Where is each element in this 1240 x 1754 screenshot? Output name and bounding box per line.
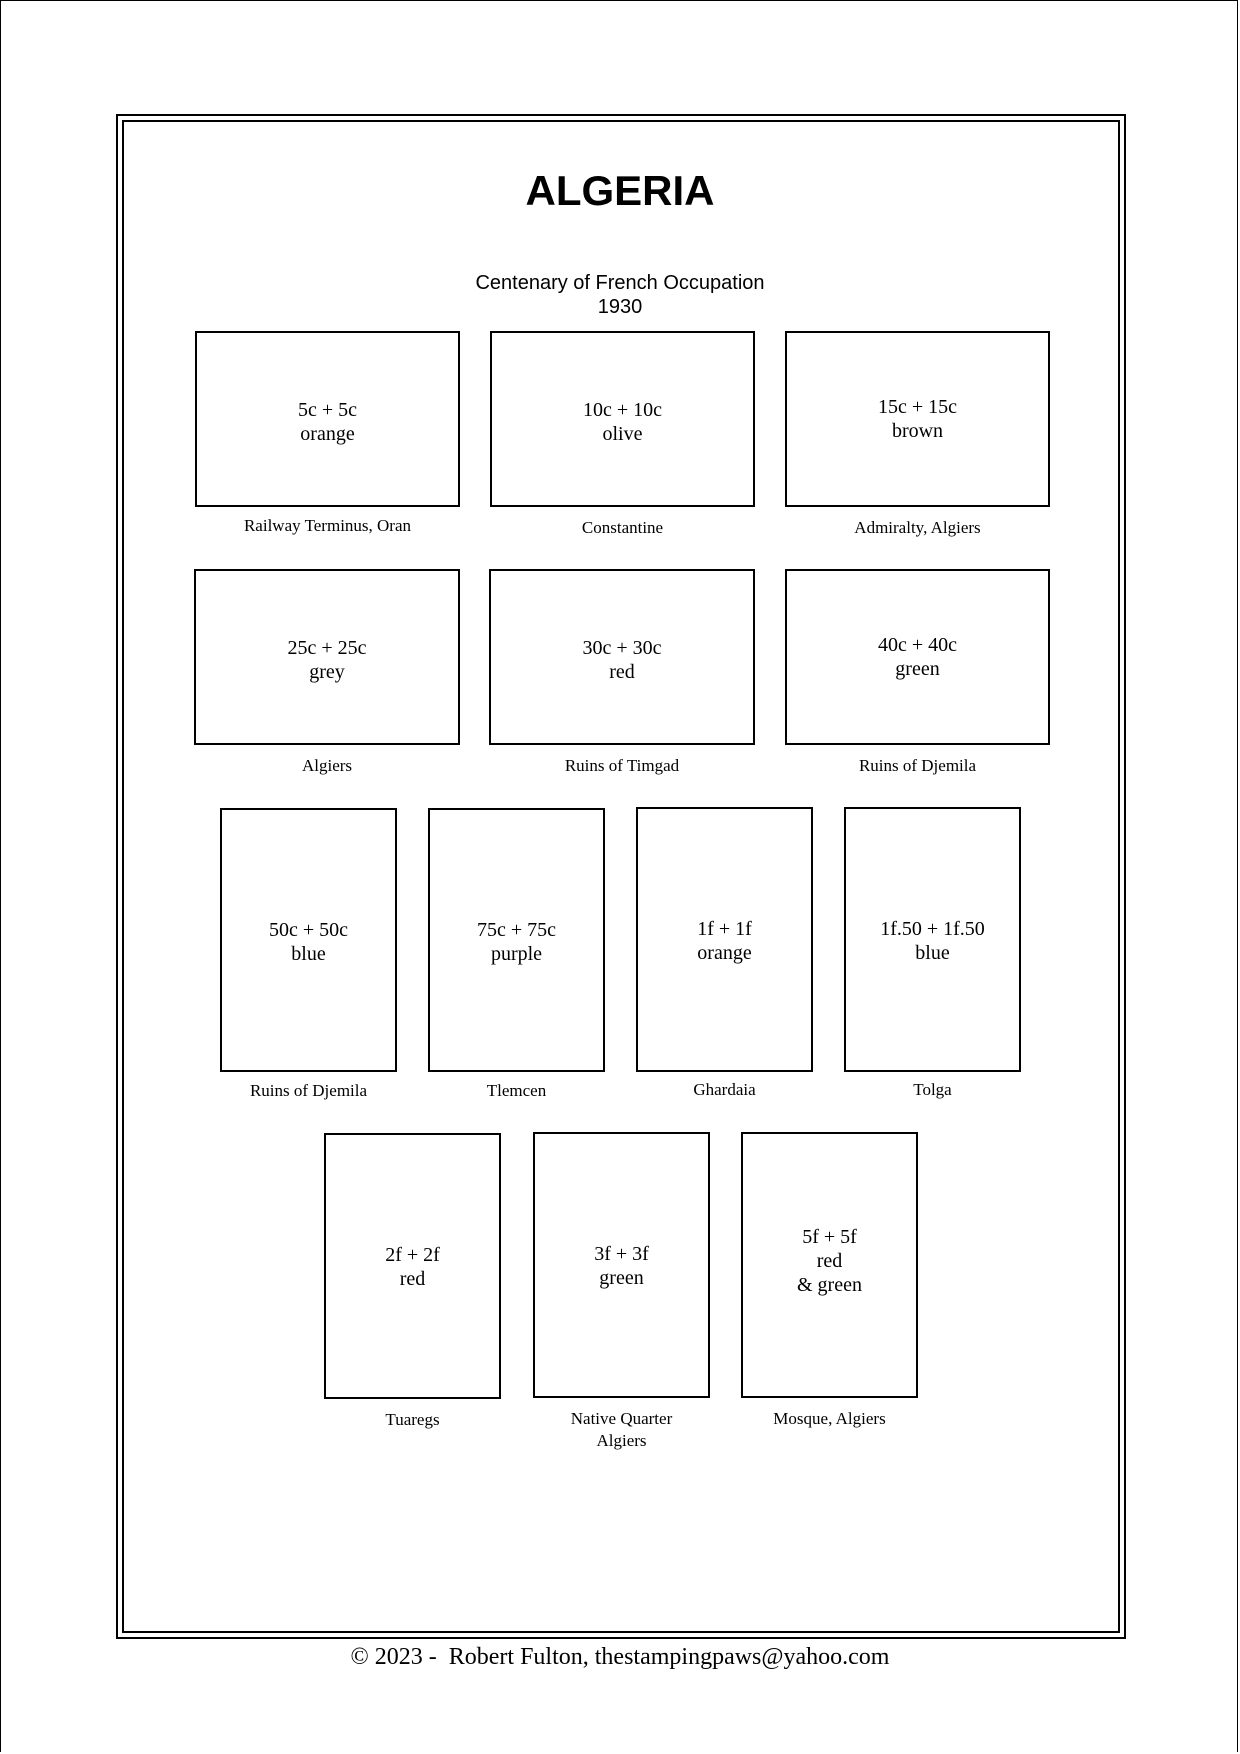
stamp-color: green	[599, 1267, 644, 1289]
stamp-space	[785, 331, 1050, 507]
stamp-space	[489, 569, 755, 745]
stamp-denomination: 50c + 50c	[268, 919, 349, 941]
stamp-denomination: 40c + 40c	[877, 634, 958, 656]
stamp-space	[220, 808, 397, 1072]
stamp-color: olive	[602, 423, 643, 445]
stamp-caption: Constantine	[581, 518, 664, 537]
stamp-caption: Tolga	[913, 1080, 952, 1099]
issue-year: 1930	[597, 296, 643, 318]
stamp-denomination: 75c + 75c	[476, 919, 557, 941]
stamp-caption: Ghardaia	[693, 1080, 756, 1099]
stamp-caption: Tlemcen	[486, 1081, 547, 1100]
copyright-footer: © 2023 - Robert Fulton, thestampingpaws@yahoo.com	[350, 1644, 890, 1670]
stamp-color: red & green	[797, 1250, 862, 1296]
stamp-space	[844, 807, 1021, 1072]
stamp-denomination: 1f + 1f	[697, 918, 752, 940]
stamp-denomination: 2f + 2f	[385, 1244, 440, 1266]
stamp-caption: Mosque, Algiers	[773, 1409, 886, 1428]
stamp-caption: Ruins of Djemila	[858, 756, 977, 775]
stamp-color: orange	[300, 423, 355, 445]
stamp-space	[490, 331, 755, 507]
stamp-denomination: 15c + 15c	[877, 396, 958, 418]
stamp-caption: Algiers	[301, 756, 353, 775]
stamp-caption: Admiralty, Algiers	[854, 518, 981, 537]
stamp-denomination: 3f + 3f	[594, 1243, 649, 1265]
stamp-space	[636, 807, 813, 1072]
stamp-denomination: 1f.50 + 1f.50	[880, 918, 985, 940]
page-title: ALGERIA	[525, 167, 715, 214]
stamp-denomination: 5c + 5c	[297, 399, 358, 421]
stamp-color: red	[399, 1268, 426, 1290]
stamp-denomination: 5f + 5f	[802, 1226, 857, 1248]
stamp-color: grey	[309, 661, 345, 683]
stamp-space	[194, 569, 460, 745]
stamp-color: blue	[915, 942, 950, 964]
stamp-denomination: 10c + 10c	[582, 399, 663, 421]
stamp-caption: Ruins of Timgad	[564, 756, 680, 775]
stamp-denomination: 30c + 30c	[582, 637, 662, 659]
issue-subtitle	[0, 271, 1240, 319]
stamp-caption: Native Quarter Algiers	[570, 1409, 673, 1450]
stamp-caption: Ruins of Djemila	[249, 1081, 368, 1100]
stamp-space	[428, 808, 605, 1072]
issue-name: Centenary of French Occupation	[475, 272, 765, 294]
stamp-color: orange	[697, 942, 752, 964]
stamp-color: blue	[291, 943, 326, 965]
stamp-space	[533, 1132, 710, 1398]
stamp-space	[324, 1133, 501, 1399]
stamp-space	[741, 1132, 918, 1398]
stamp-color: brown	[891, 420, 944, 442]
stamp-caption: Tuaregs	[385, 1410, 440, 1429]
stamp-denomination: 25c + 25c	[287, 637, 367, 659]
stamp-color: red	[609, 661, 635, 683]
stamp-space	[195, 331, 460, 507]
stamp-space	[785, 569, 1050, 745]
stamp-color: purple	[490, 943, 543, 965]
stamp-caption: Railway Terminus, Oran	[243, 516, 412, 535]
stamp-color: green	[895, 658, 940, 680]
